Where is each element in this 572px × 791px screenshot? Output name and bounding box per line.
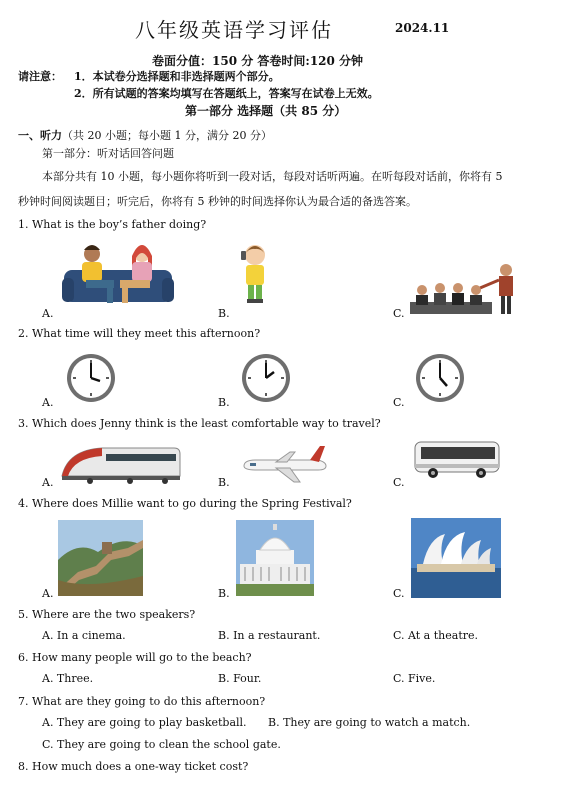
great-wall-image (58, 520, 143, 596)
clock-icon (240, 352, 292, 404)
q6-option-c: C. Five. (393, 672, 436, 685)
capitol-image (236, 520, 314, 596)
q4-option-c: C. (393, 587, 405, 600)
section-heading (18, 127, 272, 143)
q1-option-c: C. (393, 307, 405, 320)
q6-option-b: B. Four. (218, 672, 262, 685)
q6-option-a: A. Three. (42, 672, 94, 685)
page-title: 八年级英语学习评估 (135, 18, 333, 42)
q2-option-a: A. (42, 396, 54, 409)
score-time-line: 卷面分值：150 分 答卷时间:120 分钟 (152, 54, 364, 68)
question-5: 5. Where are the two speakers? (18, 608, 196, 621)
notice-item-2: 2．所有试题的答案均填写在答题纸上，答案写在试卷上无效。 (74, 87, 379, 100)
question-6: 6. How many people will go to the beach? (18, 651, 252, 664)
q1-option-a: A. (42, 307, 54, 320)
intro-line-1: 本部分共有 10 小题，每小题你将听到一段对话，每段对话听两遍。在听每段对话前，你将有 5 (42, 170, 503, 183)
q3-option-a: A. (42, 476, 54, 489)
plane-image (240, 444, 328, 484)
q5-option-a: A. In a cinema. (42, 629, 126, 642)
notice-label: 请注意： (18, 70, 62, 83)
family-sofa-image (62, 240, 174, 306)
section-detail: （共 20 小题；每小题 1 分，满分 20 分） (62, 129, 272, 142)
q7-option-c: C. They are going to clean the school gate. (42, 738, 281, 751)
q4-option-b: B. (218, 587, 230, 600)
q2-option-b: B. (218, 396, 230, 409)
q7-option-a: A. They are going to play basketball. (42, 716, 247, 729)
section-sub: 第一部分：听对话回答问题 (42, 147, 174, 160)
bus-image (413, 438, 501, 480)
business-meeting-image (410, 262, 528, 318)
clock-icon (65, 352, 117, 404)
q2-option-c: C. (393, 396, 405, 409)
q3-option-c: C. (393, 476, 405, 489)
question-7: 7. What are they going to do this afternoon? (18, 695, 266, 708)
boy-phone-image (238, 242, 272, 304)
train-image (60, 442, 182, 484)
exam-date: 2024.11 (395, 21, 450, 35)
q5-option-c: C. At a theatre. (393, 629, 478, 642)
question-4: 4. Where does Millie want to go during the Spring Festival? (18, 497, 352, 510)
q3-option-b: B. (218, 476, 230, 489)
question-1: 1. What is the boy’s father doing? (18, 218, 207, 231)
q5-option-b: B. In a restaurant. (218, 629, 321, 642)
q1-option-b: B. (218, 307, 230, 320)
q4-option-a: A. (42, 587, 54, 600)
section-name: 听力 (40, 129, 62, 142)
question-8: 8. How much does a one-way ticket cost? (18, 760, 249, 773)
question-3: 3. Which does Jenny think is the least comfortable way to travel? (18, 417, 381, 430)
intro-line-2: 秒钟时间阅读题目；听完后，你将有 5 秒钟的时间选择你认为最合适的备选答案。 (18, 195, 417, 208)
q7-option-b: B. They are going to watch a match. (268, 716, 471, 729)
question-2: 2. What time will they meet this afternoon? (18, 327, 261, 340)
opera-house-image (411, 518, 501, 598)
part-title: 第一部分 选择题（共 85 分） (185, 104, 347, 118)
notice-item-1: 1．本试卷分选择题和非选择题两个部分。 (74, 70, 280, 83)
section-number: 一、 (18, 129, 40, 142)
clock-icon (414, 352, 466, 404)
